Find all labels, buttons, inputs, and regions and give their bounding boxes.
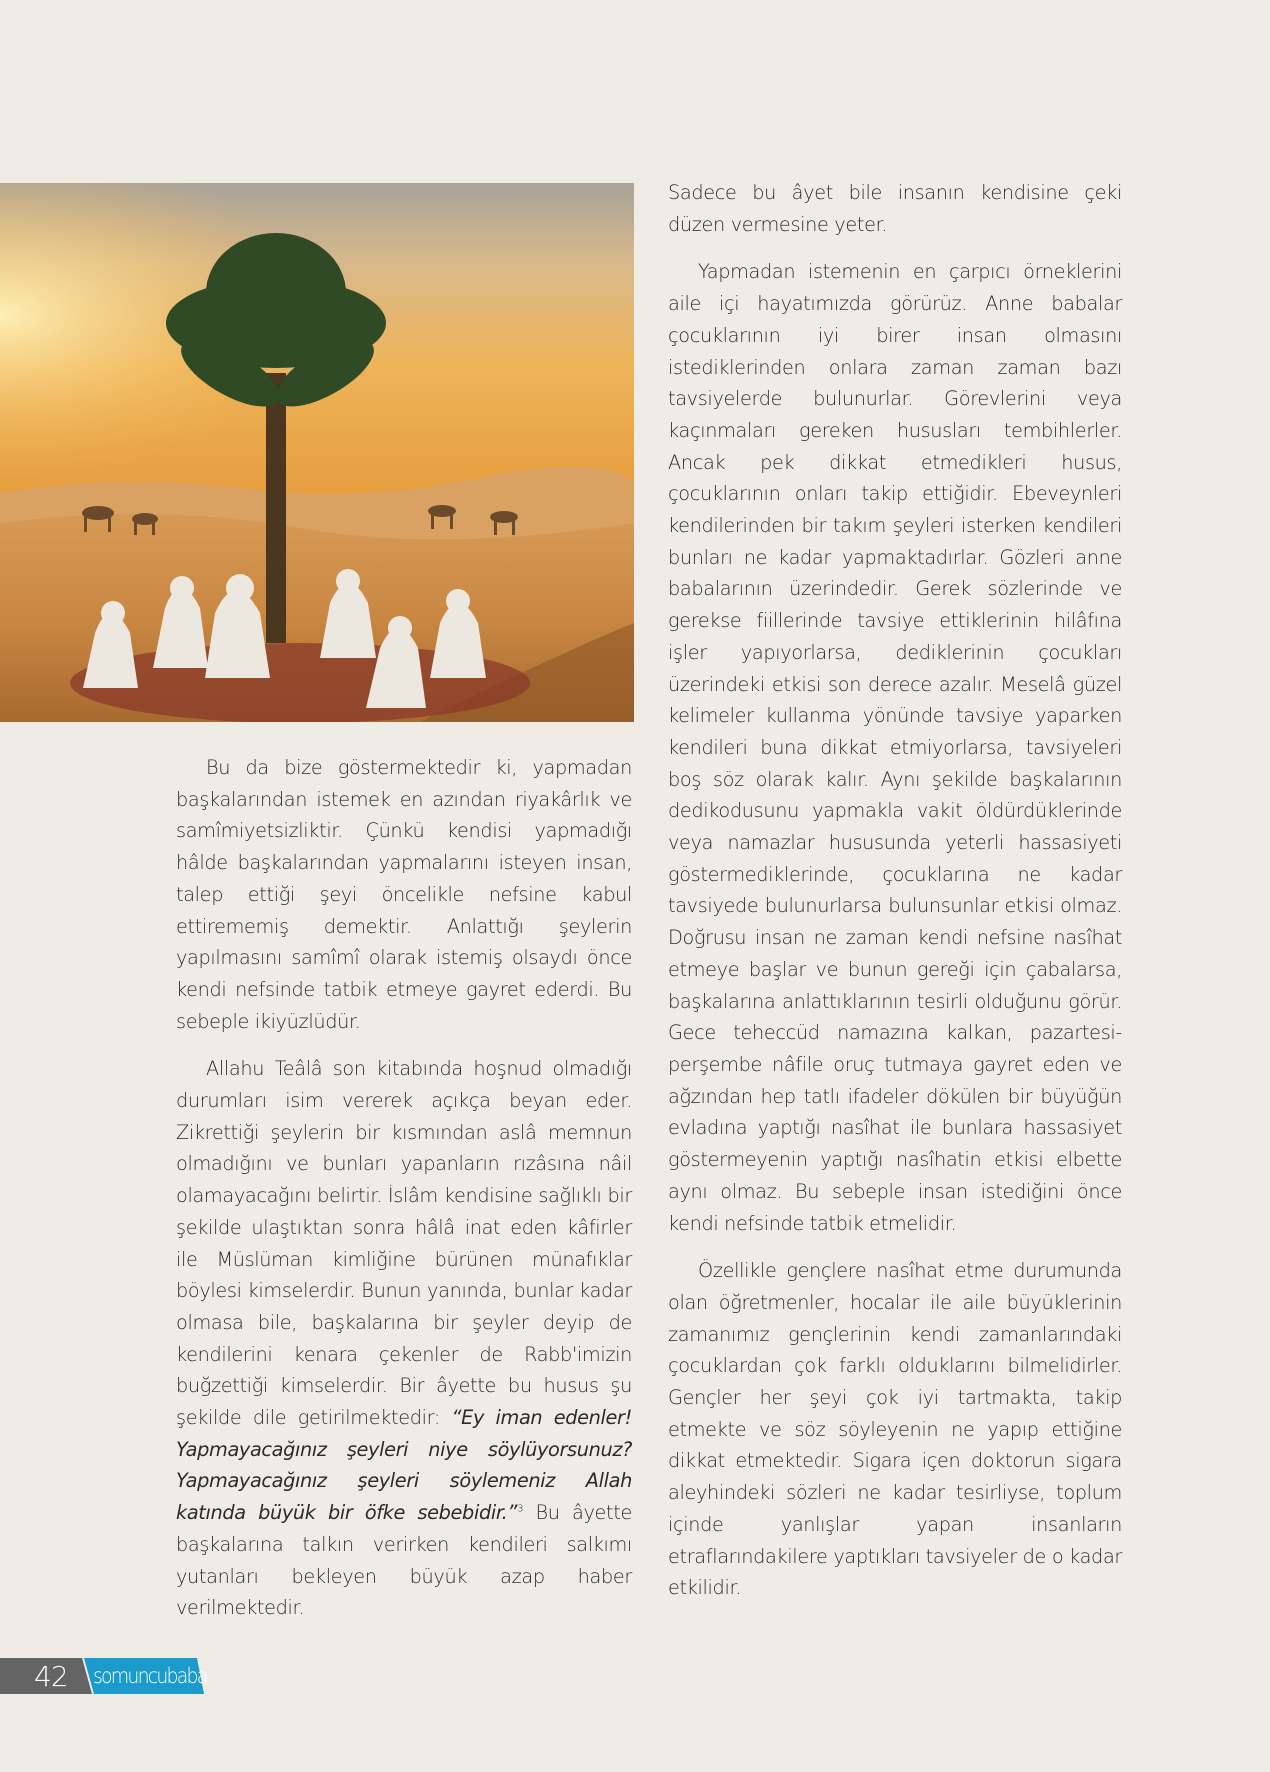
footnote-ref[interactable]: 3 [517,1503,524,1515]
palm-trunk [266,373,286,643]
paragraph-text-continued: Bu âyette başkalarına talkın verirken kendileri salkımı yutanları bekleyen büyük azap haber verilmektedir. [176,1501,632,1620]
paragraph: Özellikle gençlere nasîhat etme durumunda olan öğretmenler, hocalar ile aile büyüklerinin zamanımız gençlerinin kendi zamanlarındaki çocuklardan çok farklı olduklarını bilmelidirler. Gençler her şeyi çok iyi tartmakta, takip etmekte ve söz söyleyenin ne yapıp ettiğine dikkat etmektedir. Sigara içen doktorun sigara aleyhindeki sözleri ne kadar tesirliyse, toplum içinde yanlışlar yapan insanların etraflarındakilere yaptıkları tavsiyeler de o kadar etkilidir. [668,1259,1122,1600]
page-footer [0,1658,210,1694]
quran-quote: “Ey iman edenler! Yapmayacağınız şeyleri niye söylüyorsunuz? Yapmayacağınız şeyleri söylemeniz Allah katında büyük bir öfke sebebidir.” [176,1406,632,1525]
illustration-svg [0,183,634,722]
desert-gathering-image [0,183,634,722]
brand-logo-text: somuncubaba [93,1664,207,1688]
page-number: 42 [34,1660,68,1693]
paragraph-text: Allahu Teâlâ son kitabında hoşnud olmadığı durumları isim vererek açıkça beyan eder. Zikrettiği şeylerin bir kısmından aslâ memnun olmadığını ve bunları yapanların rızâsına nâil olamayacağını belirtir. İslâm kendisine sağlıklı bir şekilde ulaştıktan sonra hâlâ inat eden kâfirler ile Müslüman kimliğine bürünen münafıklar böylesi kimselerdir. Bunun yanında, bunlar kadar olmasa bile, başkalarına bir şeyler deyip de kendilerini kenara çekenler de Rabb'imizin buğzettiği kimselerdir. Bir âyette bu husus şu şekilde dile getirilmektedir: [176,1057,632,1430]
paragraph: Bu da bize göstermektedir ki, yapmadan başkalarından istemek en azından riyakârlık ve samîmiyetsizliktir. Çünkü kendisi yapmadığı hâlde başkalarından yapmalarını isteyen insan, talep ettiği şeyi öncelikle nefsine kabul ettirememiş demektir. Anlattığı şeylerin yapılmasını samîmî olarak istemiş olsaydı önce kendi nefsinde tatbik etmeye gayret ederdi. Bu sebeple ikiyüzlüdür. [176,756,632,1033]
paragraph: Sadece bu âyet bile insanın kendisine çeki düzen vermesine yeter. [668,181,1122,236]
paragraph: Yapmadan istemenin en çarpıcı örneklerini aile içi hayatımızda görürüz. Anne babalar çocuklarının iyi birer insan olmasını istediklerinden onlara zaman zaman bazı tavsiyelerde bulunurlar. Görevlerini veya kaçınmaları gereken hususları tembihlerler. Ancak pek dikkat etmedikleri husus, çocuklarının onları takip ettiğidir. Ebeveynleri kendilerinden bir takım şeyleri isterken kendileri bunları ne kadar yapmaktadırlar. Gözleri anne babalarının üzerindedir. Gerek sözlerinde ve gerekse fiillerinde tavsiye ettiklerinin hilâfına işler yapıyorlarsa, dediklerinin çocukları üzerindeki etkisi son derece azalır. Meselâ güzel kelimeler kullanma yönünde tavsiye yaparken kendileri buna dikkat etmiyorlarsa, tavsiyeleri boş söz olarak kalır. Aynı şekilde başkalarının dedikodusunu yapmakla vakit öldürdüklerinde veya namazlar hususunda yeterli hassasiyeti göstermediklerinde, çocuklarına ne kadar tavsiyede bulunurlarsa bulunsunlar etkisi olmaz. Doğrusu insan ne zaman kendi nefsine nasîhat etmeye başlar ve bunun gereği için çabalarsa, başkalarına anlattıklarının tesirli olduğunu görür. Gece teheccüd namazına kalkan, pazartesi-perşembe nâfile oruç tutmaya gayret eden ve ağzından hep tatlı ifadeler dökülen bir büyüğün evladına yaptığı nasîhat ile bunlara hassasiyet göstermeyenin yaptığı nasîhatin etkisi elbette aynı olmaz. Bu sebeple insan istediğini önce kendi nefsinde tatbik etmelidir. [668,260,1122,1235]
right-column [668,177,1122,1620]
paragraph-with-quote [176,1053,632,1624]
left-column [176,752,632,1640]
